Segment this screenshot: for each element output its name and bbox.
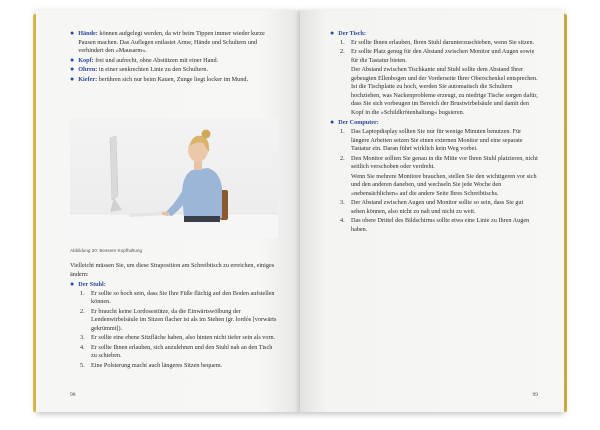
list-item: 1. Das Laptopdisplay sollten Sie nur für wenige Minuten benutzen. Für längere Arbeiten setzen Sie einen externen Monitor und eine separate Tastatur ein. Daran führt wirklich kein Weg vorbei. [340,128,523,153]
bullet-ears [70,66,278,75]
bullet-dot-icon: ● [70,29,75,37]
list-item: 3. Der Abstand zwischen Augen und Monitor sollte so sein, dass Sie gut sehen können, also nicht zu nah und nicht zu weit. [340,199,524,215]
list-item: 2. Er braucht keine Lordosestütze, da die Einwärtswölbung der Lendenwirbelsäule im Sitzen flacher ist als im Stehen (gr. lordós [vorwärts gekrümmt]). [80,307,277,332]
bullet-jaw [70,76,278,85]
hair-bun [202,130,211,139]
bullet-dot-icon: ● [330,29,335,37]
list-item: 3. Er sollte eine ebene Sitzfläche haben, also hinten nicht tiefer sein als vorn. [80,334,276,342]
list-item: 2. Er sollte Platz genug für den Abstand zwischen Monitor und Augen sowie für die Tastatur bieten. [340,48,535,64]
bullet-dot-icon: ● [70,65,75,74]
list-item: 1. Er sollte so hoch sein, dass Sie Ihre Füße flächig auf den Boden aufstellen können. [80,289,275,306]
posture-photo [70,118,278,238]
section-table [330,30,538,39]
page-number-right: 99 [532,392,538,398]
pants [184,216,220,222]
intro-paragraph: Vielleicht müssen Sie, um diese Straposition am Schreibtisch zu erreichen, einiges ändern: [70,262,275,278]
bullet-label: Kiefer: [78,75,98,83]
list-item: 1. Er sollte Ihnen erlauben, Ihren Stuhl darunterzuschieben, wenn Sie sitzen. [340,38,535,46]
table-paragraph: Der Abstand zwischen Tischkante und Stuhl sollte dem Abstand Ihrer gebeugten Ellenbogen und der Vorderseite Ihrer Oberschenkel entsprechen. Ist die Tischplatte zu hoch, werden Sie automatisch die Schultern hochziehen, was Nackenprobleme erzeugt, zu niedrige Tische sorgen dafür, dass Sie sich vorbeugen im Bereich der Brustwirbelsäule und damit den Kopf in die »Schildkrötenhaltung« bugsieren. [351,66,538,116]
bullet-hands [70,30,278,56]
page-number-left: 98 [70,392,76,398]
table-list [340,39,538,118]
bullet-label: Hände: [78,30,98,37]
computer-list [340,128,538,235]
section-heading: Der Tisch: [338,30,366,37]
bullet-dot-icon: ● [70,55,75,64]
bullet-text: können aufgelegt werden, da wir beim Tippen immer wieder kurze Pausen machen. Das Auflegen entlastet Arme, Hände und Schultern und verhindert den »Mausarm«. [78,30,265,55]
bullet-dot-icon: ● [70,74,75,83]
bullet-dot-icon: ● [330,118,335,127]
left-lower-text [70,262,278,372]
list-item: 5. Eine Polsterung macht auch längeres Sitzen bequem. [80,362,223,370]
bullet-label: Ohren: [78,66,98,74]
open-book [36,10,564,412]
section-computer [330,119,538,128]
section-chair [70,281,278,290]
monitor [110,136,118,200]
left-bullets [70,30,278,85]
bullet-head [70,57,278,66]
bullet-label: Kopf: [78,56,94,64]
right-text [330,28,538,236]
list-item: 2. Den Monitor sollten Sie genau in die Mitte vor Ihren Stuhl platzieren, nicht seitlich verschoben oder verdreht. [340,154,538,171]
section-heading: Der Stuhl: [78,281,106,289]
computer-paragraph: Wenn Sie mehrere Monitore brauchen, stellen Sie den wichtigeren vor sich und den anderen daneben, und wechseln Sie jede Woche den »nebensächlichen« auf die andere Seite Ihres Schreibtischs. [351,172,537,197]
desk [70,214,278,238]
right-page [300,10,564,412]
bullet-text: frei und aufrecht, ohne Abstützen mit einer Hand. [95,56,219,64]
list-item: 4. Er sollte Ihnen erlauben, sich anzulehnen und den Stuhl nah an den Tisch zu schieben. [80,343,273,360]
woman-at-desk-illustration [70,118,278,238]
bullet-dot-icon: ● [70,280,75,289]
figure-caption: Abbildung 20: Bessere Kopfhaltung [70,248,143,253]
bullet-text: berühren sich nur beim Kauen, Zunge liegt locker im Mund. [98,75,249,83]
left-page [36,10,300,412]
list-item: 4. Das obere Drittel des Bildschirms sollte etwa eine Linie zu Ihren Augen haben. [340,217,530,234]
chair-list [80,290,278,371]
section-heading: Der Computer: [338,119,379,127]
bullet-text: in einer senkrechten Linie zu den Schultern. [98,66,209,74]
